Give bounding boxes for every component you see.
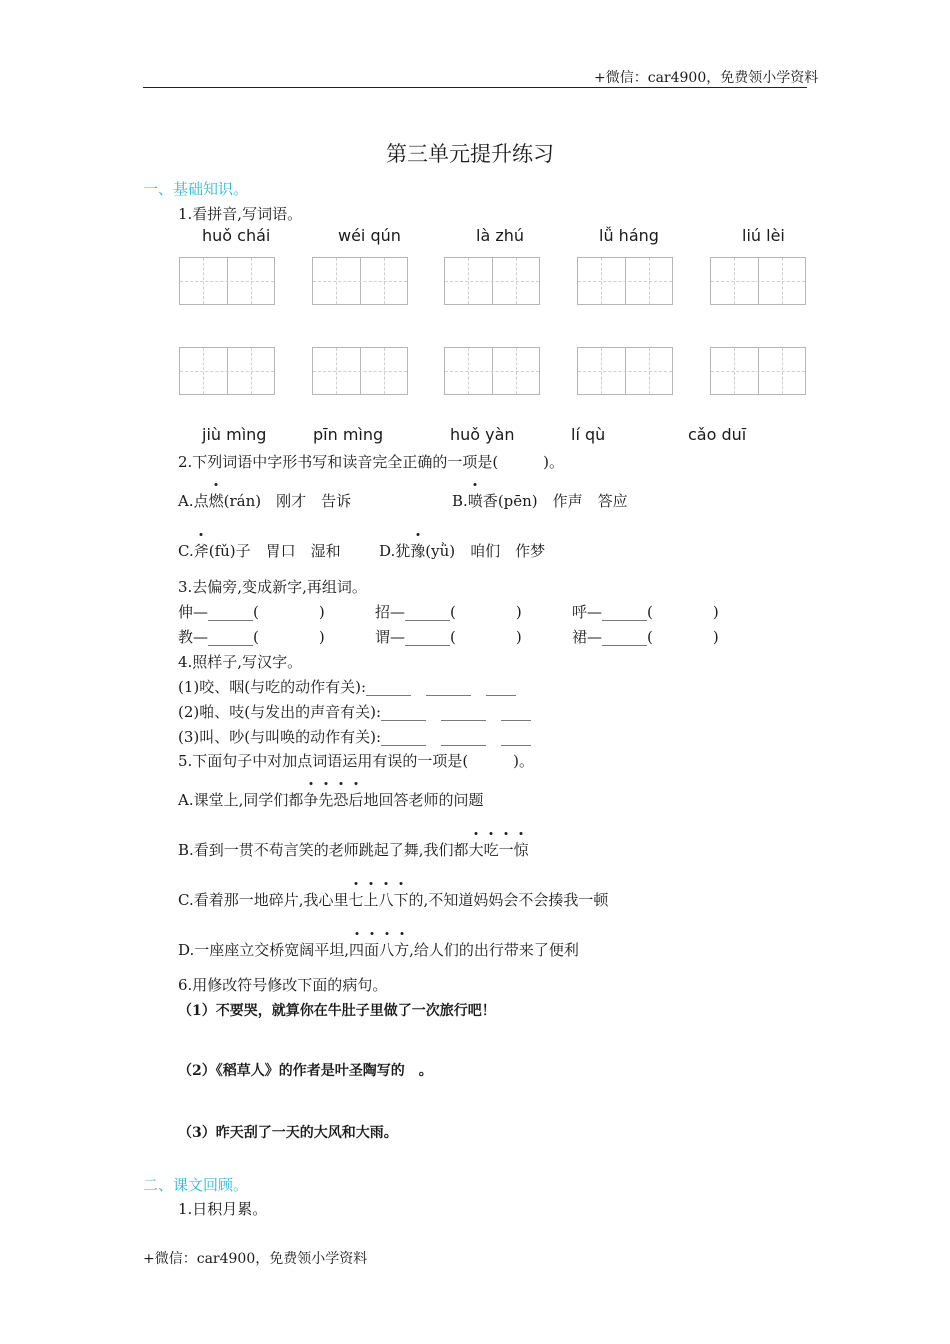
q5-option-b[interactable] — [178, 839, 529, 860]
emphasis-char: 七 — [348, 891, 364, 909]
q5-option-c[interactable] — [178, 889, 608, 910]
writing-grid[interactable] — [444, 257, 540, 305]
emphasis-char: 斧 — [193, 542, 209, 560]
option-text: B. — [452, 492, 468, 510]
pinyin-label: huǒ chái — [202, 226, 271, 245]
option-text: D.犹 — [379, 542, 411, 560]
pinyin-label: wéi qún — [338, 226, 401, 245]
q6-prompt: 6.用修改符号修改下面的病句。 — [178, 976, 388, 994]
pinyin-label: lí qù — [571, 425, 606, 444]
q4-item[interactable]: (1)咬、咽(与吃的动作有关):______ ______ ____ — [178, 678, 517, 696]
q5-option-d[interactable] — [178, 939, 579, 960]
header-note: +微信：car4900，免费领小学资料 — [594, 70, 819, 86]
q3-item[interactable]: 伸—______( ) — [178, 603, 325, 621]
option-text: A.课堂上,同学们都 — [178, 791, 304, 809]
q3-item[interactable]: 裙—______( ) — [572, 628, 719, 646]
section-heading-basic: 一、基础知识。 — [143, 180, 249, 198]
writing-grid[interactable] — [577, 347, 673, 395]
q2-option-c[interactable] — [178, 540, 341, 561]
q5-option-a[interactable] — [178, 789, 483, 810]
header-rule — [143, 87, 807, 88]
q3-item[interactable]: 呼—______( ) — [572, 603, 719, 621]
pinyin-label: cǎo duī — [688, 425, 747, 444]
section-heading-recap: 二、课文回顾。 — [143, 1176, 249, 1194]
q5-prompt: 5.下面句子中对加点词语运用有误的一项是( )。 — [178, 752, 535, 770]
writing-grid[interactable] — [312, 257, 408, 305]
emphasis-char: 恐 — [333, 791, 349, 809]
writing-grid[interactable] — [179, 257, 275, 305]
option-text: (yǜ) 咱们 作梦 — [425, 542, 546, 560]
q1-prompt: 1.看拼音,写词语。 — [178, 205, 303, 223]
pinyin-label: liú lèi — [742, 226, 785, 245]
q6-sentence[interactable]: （3）昨天刮了一天的大风和大雨。 — [178, 1125, 398, 1141]
q3-item[interactable]: 教—______( ) — [178, 628, 325, 646]
q6-sentence[interactable]: （2）《稻草人》的作者是叶圣陶写的 。 — [178, 1063, 433, 1079]
q4-item[interactable]: (3)叫、吵(与叫唤的动作有关):______ ______ ____ — [178, 728, 532, 746]
option-text: C. — [178, 542, 194, 560]
pinyin-label: lǚ háng — [599, 226, 659, 245]
footer-note: +微信：car4900，免费领小学资料 — [143, 1251, 368, 1267]
q2-option-a[interactable] — [178, 490, 351, 511]
q3-item[interactable]: 招—______( ) — [375, 603, 522, 621]
writing-grid[interactable] — [179, 347, 275, 395]
emphasis-char: 争 — [303, 791, 319, 809]
emphasis-char: 上 — [363, 891, 379, 909]
emphasis-char: 后 — [348, 791, 364, 809]
emphasis-char: 先 — [318, 791, 334, 809]
q4-prompt: 4.照样子,写汉字。 — [178, 653, 303, 671]
writing-grid[interactable] — [444, 347, 540, 395]
emphasis-char: 一 — [498, 841, 514, 859]
emphasis-char: 豫 — [410, 542, 426, 560]
option-text: ,给人们的出行带来了便利 — [409, 941, 579, 959]
option-text: B.看到一贯不苟言笑的老师跳起了舞,我们都 — [178, 841, 469, 859]
emphasis-char: 燃 — [208, 492, 224, 510]
emphasis-char: 四 — [349, 941, 365, 959]
emphasis-char: 吃 — [483, 841, 499, 859]
option-text: (fǔ)子 胃口 湿和 — [208, 542, 341, 560]
q6-sentence[interactable]: （1）不要哭，就算你在牛肚子里做了一次旅行吧！ — [178, 1003, 496, 1019]
recap-q1-prompt: 1.日积月累。 — [178, 1200, 268, 1218]
q4-item[interactable]: (2)啪、吱(与发出的声音有关):______ ______ ____ — [178, 703, 532, 721]
emphasis-char: 喷 — [467, 492, 483, 510]
option-text: D.一座座立交桥宽阔平坦, — [178, 941, 350, 959]
pinyin-label: jiù mìng — [202, 425, 267, 444]
option-text: 地回答老师的问题 — [363, 791, 484, 809]
option-text: A.点 — [178, 492, 209, 510]
writing-grid[interactable] — [710, 347, 806, 395]
q3-item[interactable]: 谓—______( ) — [375, 628, 522, 646]
page-title: 第三单元提升练习 — [386, 142, 554, 166]
emphasis-char: 惊 — [513, 841, 529, 859]
emphasis-char: 大 — [468, 841, 484, 859]
emphasis-char: 八 — [379, 941, 395, 959]
q3-prompt: 3.去偏旁,变成新字,再组词。 — [178, 578, 367, 596]
pinyin-label: là zhú — [476, 226, 525, 245]
q2-prompt: 2.下列词语中字形书写和读音完全正确的一项是( )。 — [178, 453, 565, 471]
emphasis-char: 方 — [394, 941, 410, 959]
option-text: (rán) 刚才 告诉 — [223, 492, 352, 510]
q2-option-d[interactable] — [379, 540, 545, 561]
pinyin-label: pīn mìng — [313, 425, 384, 444]
emphasis-char: 八 — [378, 891, 394, 909]
q2-option-b[interactable] — [452, 490, 628, 511]
emphasis-char: 下 — [393, 891, 409, 909]
option-text: 香(pēn) 作声 答应 — [482, 492, 628, 510]
writing-grid[interactable] — [312, 347, 408, 395]
option-text: C.看着那一地碎片,我心里 — [178, 891, 349, 909]
emphasis-char: 面 — [364, 941, 380, 959]
writing-grid[interactable] — [710, 257, 806, 305]
option-text: 的,不知道妈妈会不会揍我一顿 — [408, 891, 609, 909]
pinyin-label: huǒ yàn — [450, 425, 515, 444]
writing-grid[interactable] — [577, 257, 673, 305]
